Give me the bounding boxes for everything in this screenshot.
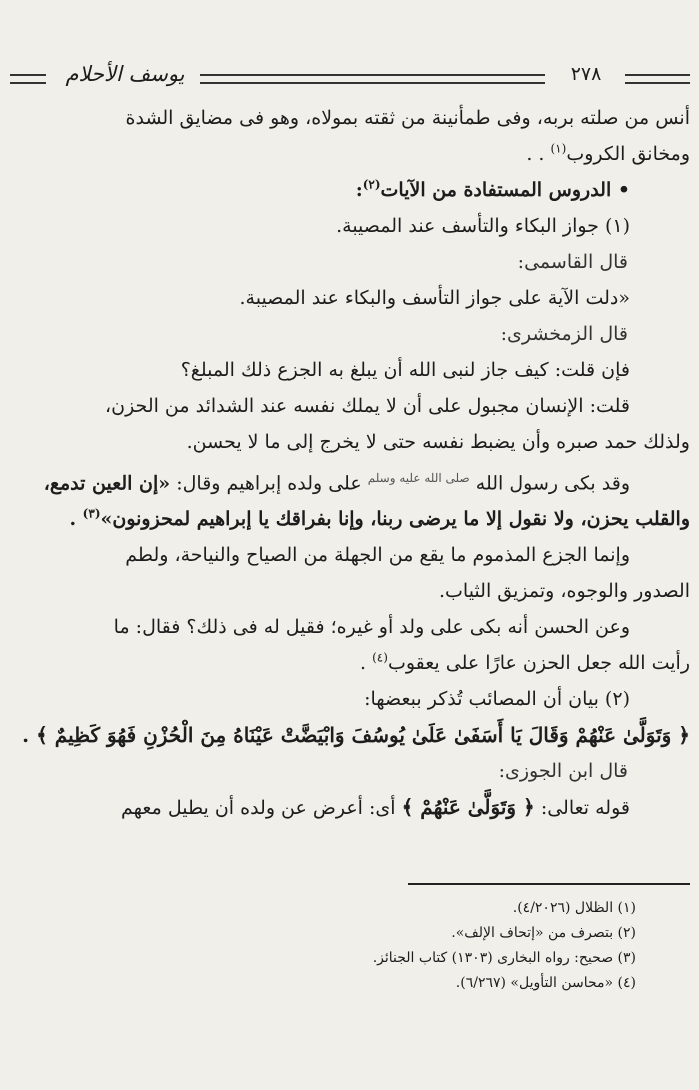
text-line: الصدور والوجوه، وتمزيق الثياب. (438, 580, 690, 603)
text-line: قوله تعالى: ﴿ وَتَوَلَّىٰ عَنْهُمْ ﴾ أى: أعرض عن ولده أن يطيل معهم (121, 795, 630, 820)
header-rule (10, 74, 46, 84)
quran-verse: ﴿ وَتَوَلَّىٰ عَنْهُمْ ﴾ (401, 795, 535, 820)
header-rule (200, 74, 545, 84)
text-line: قال القاسمى: (517, 251, 628, 273)
text-line: وقد بكى رسول الله $^{صلى الله عليه وسلم}$ على ولده إبراهيم وقال: «إن العين تدمع، (43, 471, 630, 495)
text-line: فإن قلت: كيف جاز لنبى الله أن يبلغ به الجزع ذلك المبلغ؟ (180, 359, 630, 381)
text-line: «دلت الآية على جواز التأسف والبكاء عند المصيبة. (239, 287, 630, 309)
footnote-marker[interactable]: (٤) (372, 651, 388, 665)
section-heading: • الدروس المستفادة من الآيات$^{(٢)}$: (355, 177, 630, 201)
text-line: (١) جواز البكاء والتأسف عند المصيبة. (336, 215, 630, 237)
text-line: أنس من صلته بربه، وفى طمأنينة من ثقته بمولاه، وهو فى مضايق الشدة (125, 107, 690, 129)
text-line: وعن الحسن أنه بكى على ولد أو غيره؛ فقيل له فى ذلك؟ فقال: ما (113, 616, 630, 639)
footnote-marker[interactable]: (١) (550, 141, 567, 156)
footnote-marker[interactable]: (٢) (362, 177, 381, 192)
footnote: (١) الظلال (٤/٢٠٢٦). (512, 900, 636, 916)
body-text (8, 100, 690, 826)
text-line: ولذلك حمد صبره وأن يضبط نفسه حتى لا يخرج إلى ما لا يحسن. (186, 431, 690, 453)
text-line: وإنما الجزع المذموم ما يقع من الجهلة من الصياح والنياحة، ولطم (125, 544, 630, 567)
footnote: (٤) «محاسن التأويل» (٦/٢٦٧). (455, 975, 636, 991)
quran-verse: ﴿ وَتَوَلَّىٰ عَنْهُمْ وَقَالَ يَا أَسَفَىٰ عَلَىٰ يُوسُفَ وَابْيَضَّتْ عَيْنَاهُ مِنَ الْحُزْنِ فَهُوَ كَظِيمٌ ﴾ . (22, 723, 690, 748)
text-line: قال الزمخشرى: (500, 323, 628, 345)
footnote-divider (408, 883, 690, 885)
hadith-text: «إن العين تدمع، (43, 472, 171, 495)
book-title: يوسف الأحلام (65, 62, 185, 86)
text-line: رأيت الله جعل الحزن عارًا على يعقوب$^{(٤)}$ . (360, 651, 690, 675)
page-header (10, 62, 690, 92)
text-line: قال ابن الجوزى: (498, 760, 628, 783)
text-line: قلت: الإنسان مجبول على أن لا يملك نفسه عند الشدائد من الحزن، (104, 395, 630, 417)
text-line: (٢) بيان أن المصائب تُذكر ببعضها: (364, 688, 630, 711)
footnote: (٢) بتصرف من «إتحاف الإلف». (451, 925, 636, 941)
text-line: ومخانق الكروب$^{(١)}$ . . (526, 141, 690, 165)
footnote: (٣) صحيح: رواه البخارى (١٣٠٣) كتاب الجنائز. (372, 950, 636, 966)
honorific-glyph: صلى الله عليه وسلم (367, 471, 470, 485)
header-rule (625, 74, 690, 84)
hadith-text: والقلب يحزن، ولا نقول إلا ما يرضى ربنا، وإنا بفراقك يا إبراهيم لمحزونون»$^{(٣)}$ . (69, 507, 690, 531)
footnotes (10, 896, 636, 996)
page-number: ٢٧٨ (570, 63, 602, 85)
footnote-marker[interactable]: (٣) (82, 507, 101, 521)
